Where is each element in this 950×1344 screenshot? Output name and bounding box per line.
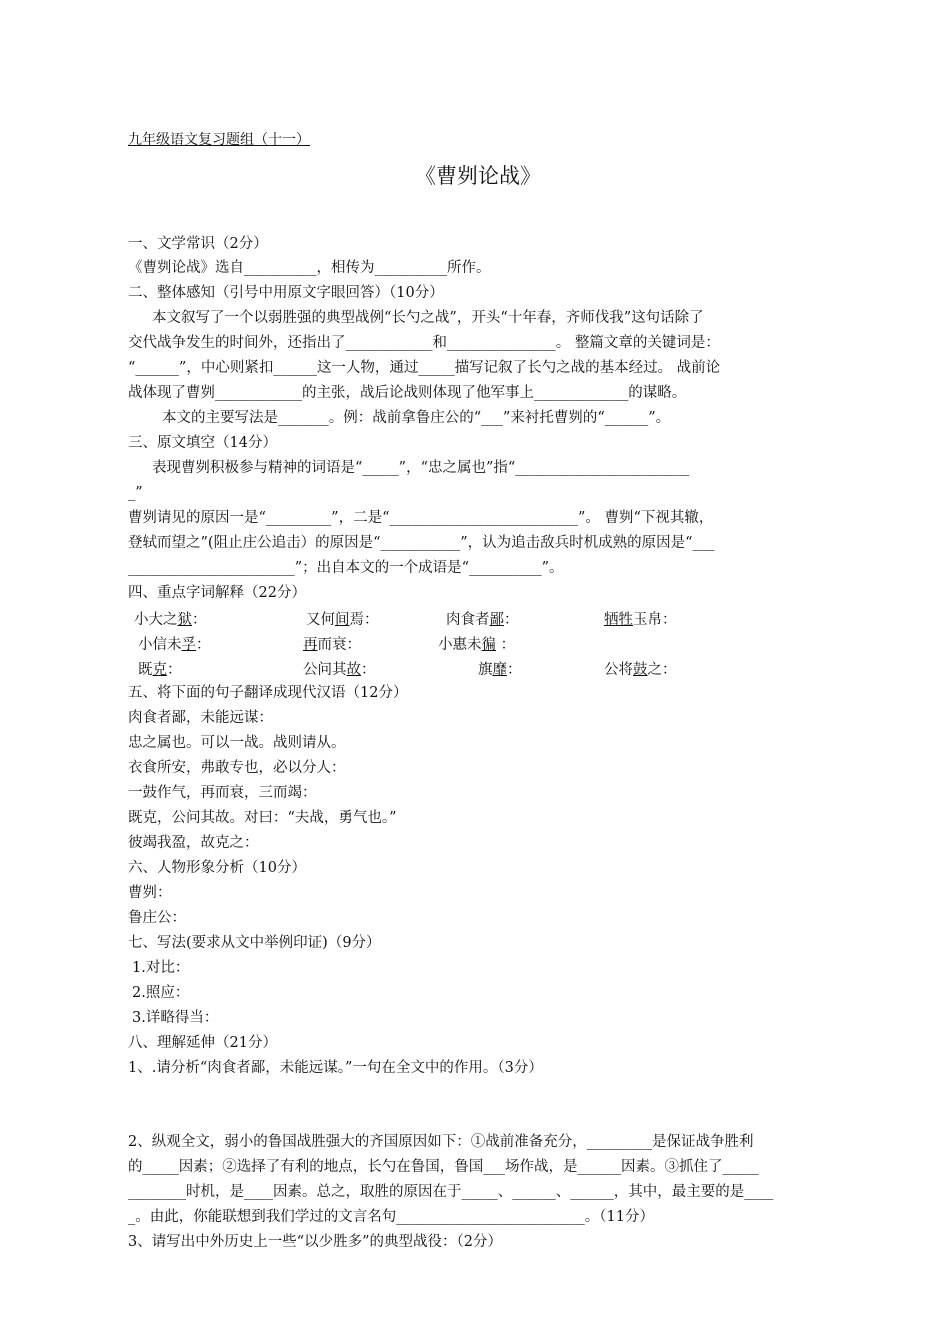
technique-item: 2.照应：	[132, 985, 190, 1001]
question-2-line: 的_____因素；②选择了有利的地点，长勺在鲁国，鲁国___场作战，是______因素。③抓住了_____	[128, 1159, 759, 1175]
page-title: 《曹刿论战》	[415, 164, 541, 188]
section-6-heading: 六、人物形象分析（10分）	[128, 860, 306, 876]
worksheet-header: 九年级语文复习题组（十一）	[128, 132, 310, 148]
vocab-item: 又何间焉：	[306, 612, 379, 628]
section-3-heading: 三、原文填空（14分）	[128, 435, 277, 451]
question-2-line: ________时机，是____因素。总之，取胜的原因在于_____、______、______，其中，最主要的是____	[128, 1184, 774, 1200]
section-3-line-1: 表现曹刿积极参与精神的词语是“_____”，“忠之属也”指“________________________	[152, 460, 690, 476]
section-2-line-2: 交代战争发生的时间外，还指出了____________和_______________。 整篇文章的关键词是：	[128, 335, 720, 351]
translate-item: 彼竭我盈，故克之：	[128, 835, 259, 851]
vocab-item: 小大之狱：	[134, 612, 207, 628]
section-1-question: 《曹刿论战》选自__________，相传为__________所作。	[128, 260, 491, 276]
section-2-heading: 二、整体感知（引号中用原文字眼回答）（10分）	[128, 285, 444, 301]
vocab-item: 肉食者鄙：	[446, 612, 519, 628]
translate-item: 忠之属也。可以一战。战则请从。	[128, 735, 346, 751]
translate-item: 肉食者鄙，未能远谋：	[128, 710, 273, 726]
character-item: 鲁庄公：	[128, 910, 186, 926]
vocab-item: 再而衰：	[303, 637, 361, 653]
technique-item: 1.对比：	[132, 960, 190, 976]
question-1: 1、.请分析“肉食者鄙，未能远谋。”一句在全文中的作用。（3分）	[128, 1060, 543, 1076]
vocab-item: 小惠未徧 ：	[438, 637, 516, 653]
section-3-line-2: _”	[128, 485, 143, 501]
vocab-item: 公将鼓之：	[604, 662, 677, 678]
vocab-item: 小信未孚：	[138, 637, 211, 653]
vocab-item: 旗靡：	[478, 662, 522, 678]
question-3: 3、请写出中外历史上一些“以少胜多”的典型战役：（2分）	[128, 1234, 503, 1250]
translate-item: 一鼓作气，再而衰，三而竭：	[128, 785, 317, 801]
section-1-heading: 一、文学常识（2分）	[128, 236, 268, 252]
character-item: 曹刿：	[128, 885, 172, 901]
section-2-line-4: 战体现了曹刿____________的主张，战后论战则体现了他军事上_____________的谋略。	[128, 385, 687, 401]
section-3-line-3: 曹刿请见的原因一是“_________”，二是“__________________________”。 曹刿“下视其辙，	[128, 510, 714, 526]
vocab-item: 牺牲玉帛：	[604, 612, 677, 628]
question-2-line: _。由此，你能联想到我们学过的文言名句__________________________。（11分）	[128, 1209, 654, 1225]
section-2-line-3: “______”，中心则紧扣______这一人物，通过_____描写记叙了长勺之战的基本经过。 战前论	[128, 360, 721, 376]
vocab-item: 既克：	[138, 662, 182, 678]
section-4-heading: 四、重点字词解释（22分）	[128, 585, 306, 601]
section-2-line-1: 本文叙写了一个以弱胜强的典型战例“长勺之战”，开头“十年春，齐师伐我”这句话除了	[152, 310, 704, 326]
technique-item: 3.详略得当：	[132, 1010, 219, 1026]
translate-item: 衣食所安，弗敢专也，必以分人：	[128, 760, 346, 776]
translate-item: 既克，公问其故。对曰：“夫战，勇气也。”	[128, 810, 397, 826]
section-3-line-4: 登轼而望之”(阻止庄公追击）的原因是“___________”，认为追击敌兵时机成熟的原因是“___	[128, 535, 715, 551]
section-7-heading: 七、写法(要求从文中举例印证)（9分）	[128, 935, 381, 951]
section-3-line-5: _______________________”；出自本文的一个成语是“__________”。	[128, 560, 564, 576]
section-5-heading: 五、将下面的句子翻译成现代汉语（12分）	[128, 685, 408, 701]
question-2-line: 2、纵观全文，弱小的鲁国战胜强大的齐国原因如下：①战前准备充分，_________是保证战争胜利	[128, 1134, 754, 1150]
section-2-line-5: 本文的主要写法是_______。例：战前拿鲁庄公的“___”来衬托曹刿的“______”。	[162, 410, 671, 426]
section-8-heading: 八、理解延伸（21分）	[128, 1035, 277, 1051]
vocab-item: 公问其故：	[303, 662, 376, 678]
